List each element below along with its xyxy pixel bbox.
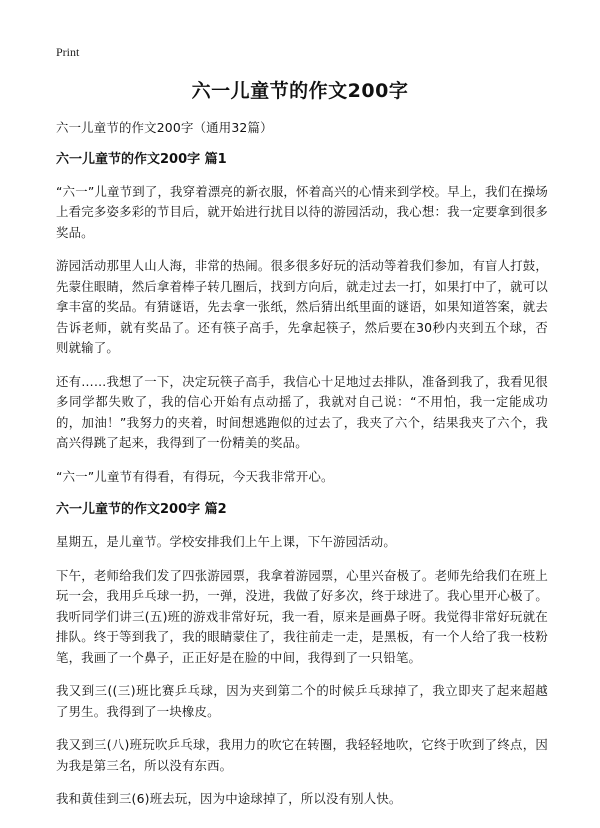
section-heading-2: 六一儿童节的作文200字 篇2 — [56, 502, 227, 517]
paragraph: 我又到三((三)班比赛乒乓球，因为夹到第二个的时候乒乓球掉了，我立即夹了起来超越了男生。我得到了一块橡皮。 — [56, 683, 548, 719]
document-body — [56, 118, 548, 823]
document-title: 六一儿童节的作文200字 — [191, 80, 409, 102]
paragraph: “六一”儿童节有得看，有得玩，今天我非常开心。 — [56, 468, 334, 484]
document-subtitle: 六一儿童节的作文200字（通用32篇） — [56, 120, 273, 135]
section-heading-1: 六一儿童节的作文200字 篇1 — [56, 151, 227, 167]
print-link[interactable]: Print — [56, 45, 80, 59]
paragraph: 我又到三(八)班玩吹乒乓球，我用力的吹它在转圈，我轻轻地吹，它终于吹到了终点，因为我是第三名，所以没有东西。 — [56, 737, 548, 773]
paragraph: 我和黄佳到三(6)班去玩，因为中途球掉了，所以没有别人快。 — [56, 791, 402, 806]
paragraph: 游园活动那里人山人海，非常的热闹。很多很多好玩的活动等着我们参加，有盲人打鼓，先蒙住眼睛，然后拿着棒子转几圈后，找到方向后，就走过去一打，如果打中了，就可以拿丰富的奖品。有猜谜语，先去拿一张纸，然后猜出纸里面的谜语，如果知道答案，就去告诉老师，就有奖品了。还有筷子高手，先拿起筷子，然后要在30秒内夹到五个球，否则就输了。 — [56, 258, 548, 355]
paragraph: 还有……我想了一下，决定玩筷子高手，我信心十足地过去排队，准备到我了，我看见很多同学都失败了，我的信心开始有点动摇了，我就对自己说：“不用怕，我一定能成功的，加油！”我努力的夹着，时间想逃跑似的过去了，我夹了六个，结果我夹了六个，我高兴得跳了起来，我得到了一份精美的奖品。 — [56, 373, 548, 450]
paragraph: 星期五，是儿童节。学校安排我们上午上课，下午游园活动。 — [56, 534, 396, 549]
paragraph: “六一”儿童节到了，我穿着漂亮的新衣服，怀着高兴的心情来到学校。早上，我们在操场上看完多姿多彩的节目后，就开始进行扰目以待的游园活动，我心想：我一定要拿到很多奖品。 — [56, 183, 548, 240]
paragraph: 下午，老师给我们发了四张游园票，我拿着游园票，心里兴奋极了。老师先给我们在班上玩一会，我用乒乓球一扔，一弹，没进，我做了好多次，终于球进了。我心里开心极了。我听同学们讲三(五)班的游戏非常好玩，我一看，原来是画鼻子呀。我觉得非常好玩就在排队。终于等到我了，我的眼睛蒙住了，我往前走一走，是黑板，有一个人给了我一枝粉笔，我画了一个鼻子，正正好是在脸的中间，我得到了一只铅笔。 — [56, 567, 548, 665]
